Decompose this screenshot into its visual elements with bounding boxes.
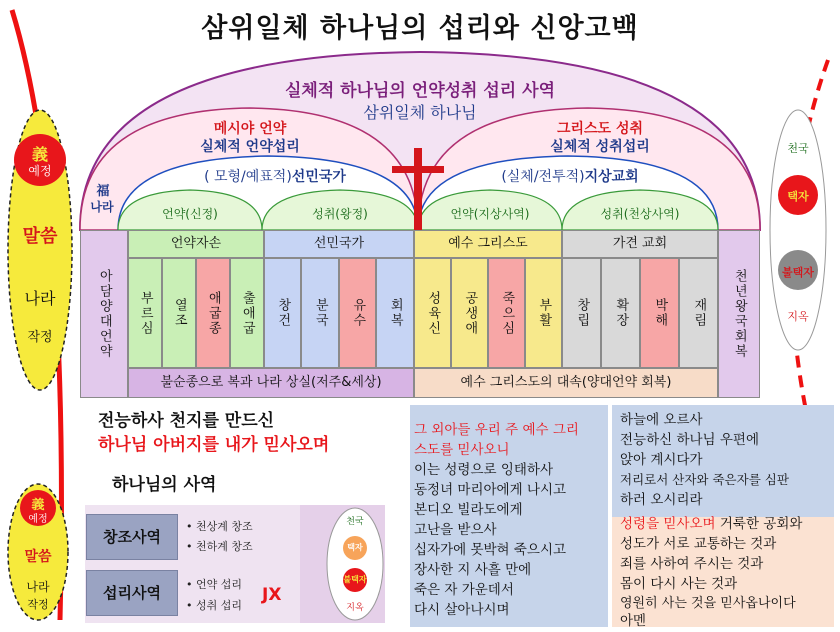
- creed-mid-line: 동정녀 마리아에게 나시고: [414, 482, 567, 498]
- providence-bullet-1: • 언약 섭리: [186, 578, 243, 591]
- creed-right-line: 저리로서 산자와 죽은자를 심판: [620, 472, 789, 487]
- creed-right-line2: 성도가 서로 교통하는 것과: [620, 536, 777, 552]
- creation-bullet-1: • 천상계 창조: [186, 520, 253, 533]
- mini-word: 말씀: [24, 549, 52, 565]
- right-heaven: 천국: [787, 142, 809, 155]
- table-cell: 박해: [640, 258, 679, 368]
- creed-right-spirit: [620, 514, 802, 535]
- right-inner-prefix: (실체/전투적): [501, 169, 585, 185]
- creed-mid-line: 장사한 지 사흘 만에: [414, 562, 532, 578]
- right-inner-strong: 지상교회: [584, 169, 639, 185]
- creed-mid-red2: 스도를 믿사오니: [414, 442, 510, 458]
- creed-spirit-red: 성령을 믿사오며: [620, 516, 716, 532]
- right-arch-line1: 그리스도 성취: [556, 121, 644, 137]
- table-cell: 재림: [679, 258, 718, 368]
- table-header-1: 언약자손: [128, 230, 264, 258]
- bok-nara: 나라: [90, 200, 114, 214]
- creed-mid-line: 본디오 빌라도에게: [414, 502, 523, 518]
- creed-mid-red1: 그 외아들 우리 주 예수 그리: [414, 422, 579, 438]
- table-cell: 부활: [525, 258, 562, 368]
- table-cell: 성육신: [414, 258, 451, 368]
- providence-bullet-2-text: 성취 섭리: [196, 599, 243, 612]
- creed-right-line2: 아멘: [620, 613, 647, 629]
- right-elect: 택자: [787, 190, 809, 203]
- table-left-col: 아담양대언약: [80, 230, 128, 398]
- table-cell: 창건: [264, 258, 301, 368]
- table-right-col: 천년왕국회복: [718, 230, 760, 398]
- table-cell: 분국: [301, 258, 339, 368]
- mini-nonelect: 불택자: [343, 575, 367, 584]
- left-inner-strong: 선민국가: [291, 169, 346, 185]
- creed-right-line: 하늘에 오르사: [620, 412, 703, 428]
- mini-heaven: 천국: [346, 517, 364, 527]
- small-arch-label-4: 성취(천상사역): [600, 207, 680, 221]
- small-arch-label-1: 언약(신정): [162, 207, 218, 221]
- outer-arch-line1: 실체적 하나님의 언약성취 섭리 사역: [284, 81, 555, 101]
- table-footer-left: 불순종으로 복과 나라 상실(저주&세상): [128, 368, 414, 398]
- creed-line1: 전능하사 천지를 만드신: [98, 411, 275, 431]
- creed-spirit-rest: 거룩한 공회와: [715, 516, 803, 532]
- creed-right-line2: 죄를 사하여 주시는 것과: [620, 556, 764, 572]
- right-hell: 지옥: [787, 310, 809, 323]
- works-title: 하나님의 사역: [112, 475, 217, 495]
- left-inner-prefix: ( 모형/예표적): [204, 169, 292, 185]
- left-jakjeong: 작정: [27, 330, 53, 345]
- creed-mid-line: 고난을 받으사: [414, 522, 497, 538]
- page-title: 삼위일체 하나님의 섭리와 신앙고백: [201, 13, 639, 44]
- creed-line2: 하나님 아버지를 내가 믿사오며: [98, 435, 330, 455]
- creation-box: 창조사역: [86, 514, 178, 560]
- right-inner-label: [450, 166, 690, 186]
- table-cell: 유수: [339, 258, 376, 368]
- creed-right-line: 전능하신 하나님 우편에: [620, 432, 759, 448]
- creed-right-line: 앉아 계시다가: [620, 452, 703, 468]
- jx-label: JX: [262, 585, 282, 605]
- right-nonelect: 불택자: [782, 266, 814, 279]
- creed-right-line2: 몸이 다시 사는 것과: [620, 576, 738, 592]
- creation-bullet-2: • 천하계 창조: [186, 540, 253, 553]
- mini-hell: 지옥: [346, 603, 364, 613]
- creed-mid-line: 십자가에 못박혀 죽으시고: [414, 542, 567, 558]
- left-inner-label: [160, 166, 390, 186]
- mini-jakjeong: 작정: [27, 598, 49, 611]
- table-cell: 창립: [562, 258, 601, 368]
- left-arch-line1: 메시야 언약: [213, 121, 287, 137]
- providence-bullet-2: • 성취 섭리: [186, 599, 243, 612]
- table-cell: 회복: [376, 258, 414, 368]
- creed-right-line2: 영원히 사는 것을 믿사옵나이다: [620, 596, 796, 611]
- mini-elect: 택자: [347, 543, 363, 552]
- table-header-4: 가견 교회: [562, 230, 718, 258]
- table-cell: 열조: [162, 258, 196, 368]
- creation-bullet-1-text: 천상계 창조: [196, 520, 253, 533]
- table-header-2: 선민국가: [264, 230, 414, 258]
- left-nara: 나라: [24, 289, 56, 308]
- creed-right-line: 하러 오시리라: [620, 492, 703, 508]
- small-arch-label-3: 언약(지상사역): [450, 207, 530, 221]
- creed-mid-line: 죽은 자 가운데서: [414, 582, 514, 598]
- left-circle-sub: 예정: [28, 164, 52, 178]
- table-cell: 죽으심: [488, 258, 525, 368]
- providence-box: 섭리사역: [86, 570, 178, 616]
- table-cell: 공생애: [451, 258, 488, 368]
- creation-bullet-2-text: 천하계 창조: [196, 540, 253, 553]
- table-header-3: 예수 그리스도: [414, 230, 562, 258]
- creed-mid-line: 이는 성령으로 잉태하사: [414, 462, 553, 478]
- mini-nara: 나라: [26, 580, 50, 594]
- mini-circle-char: 義: [31, 498, 45, 513]
- mini-circle-sub: 예정: [28, 514, 48, 525]
- small-arch-label-2: 성취(왕정): [312, 207, 368, 221]
- right-arch-line2: 실체적 성취섭리: [550, 139, 650, 155]
- table-footer-right: 예수 그리스도의 대속(양대언약 회복): [414, 368, 718, 398]
- bok-char: 福: [96, 184, 110, 199]
- outer-arch-line2: 삼위일체 하나님: [363, 103, 477, 122]
- table-cell: 애굽종: [196, 258, 230, 368]
- left-arch-line2: 실체적 언약섭리: [200, 139, 300, 155]
- table-cell: 출애굽: [230, 258, 264, 368]
- creed-mid-line: 다시 살아나시며: [414, 602, 510, 618]
- left-word: 말씀: [22, 226, 58, 247]
- left-circle-char: 義: [31, 145, 48, 164]
- providence-bullet-1-text: 언약 섭리: [196, 578, 243, 591]
- table-cell: 확장: [601, 258, 640, 368]
- cross-horizontal: [392, 166, 444, 173]
- table-cell: 부르심: [128, 258, 162, 368]
